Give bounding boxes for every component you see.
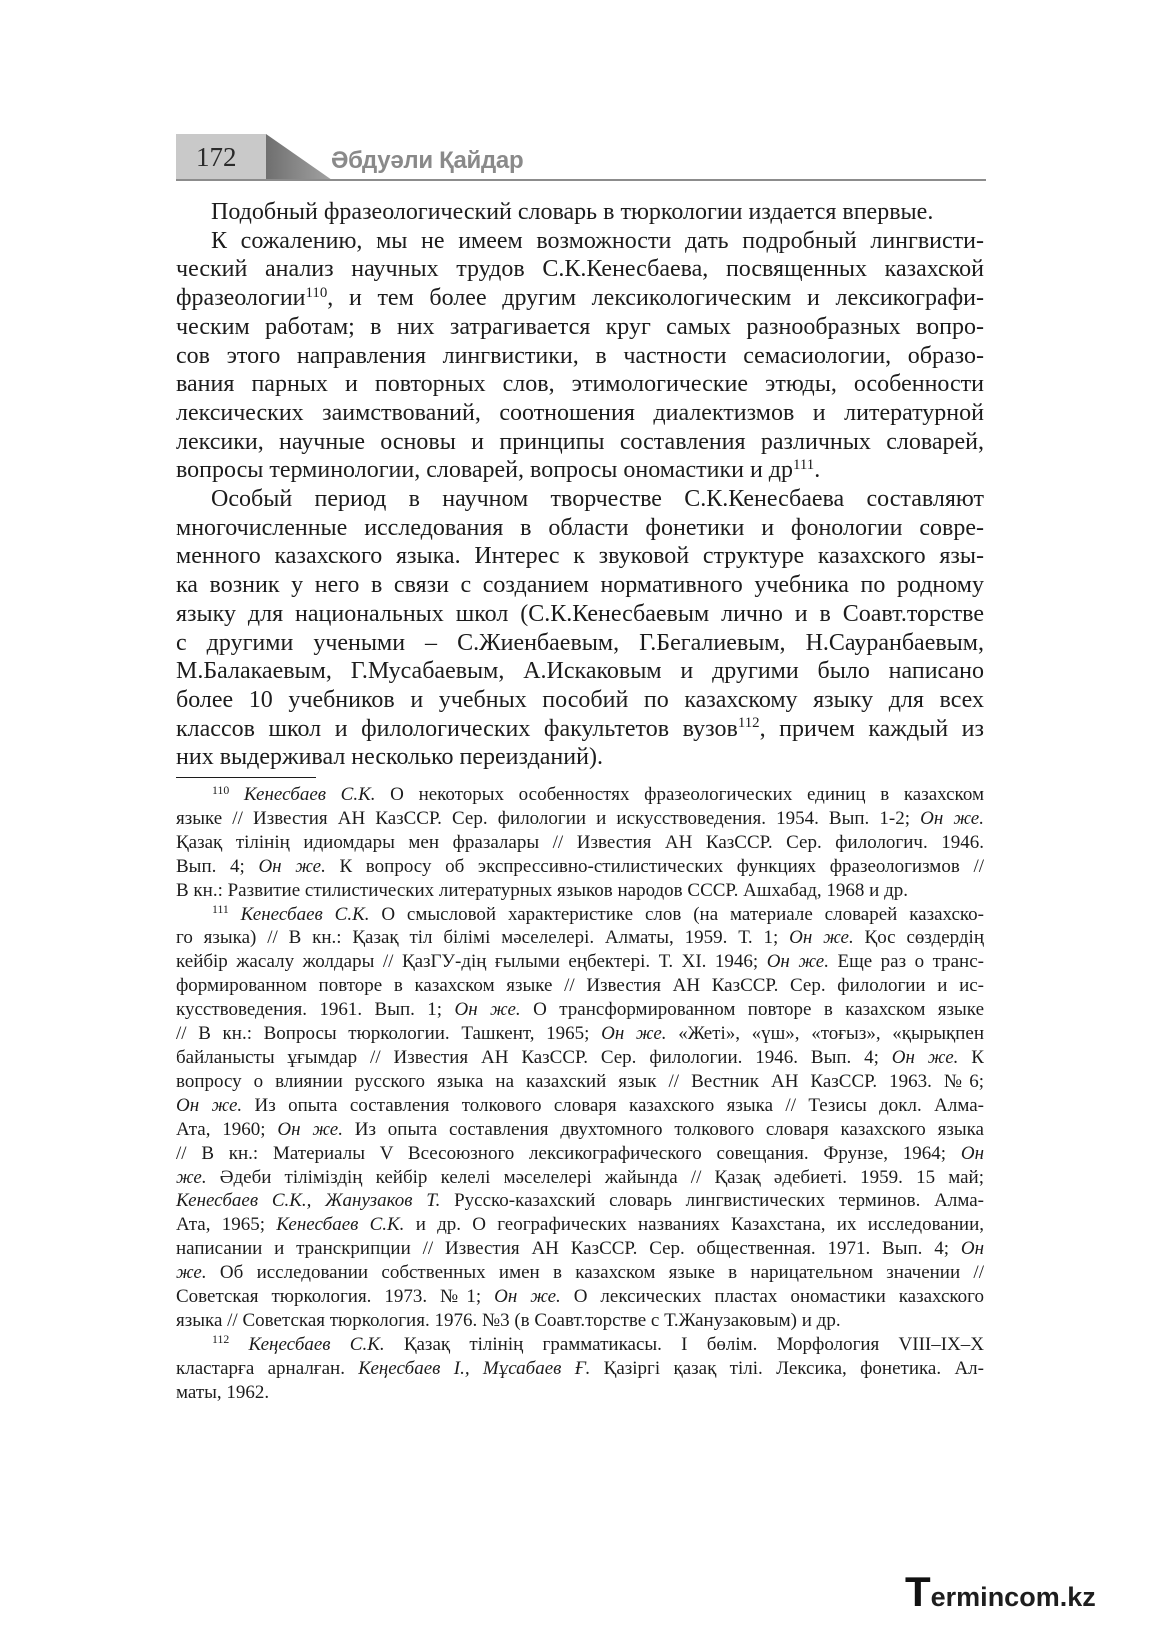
body-line	[176, 284, 984, 313]
footnote-line	[176, 1357, 984, 1381]
italic-text-segment: Он же.	[891, 1046, 959, 1068]
text-segment: Из опыта составления двухтомного толкового словаря казахского языка	[342, 1118, 984, 1140]
paragraph	[176, 227, 984, 485]
text-segment: В кн.: Развитие стилистических литературных языков народов СССР. Ашхабад, 1968 и др.	[176, 879, 909, 901]
text-segment: маты, 1962.	[176, 1381, 270, 1403]
footnote-line	[176, 1237, 984, 1261]
italic-text-segment: Кенесбаев С.К., Жанузаков Т.	[176, 1190, 441, 1212]
body-line	[176, 514, 984, 543]
text-segment: О лексических пластах ономастики казахского	[560, 1286, 985, 1308]
footnote-reference: 110	[305, 284, 328, 301]
footnote-line	[176, 1333, 984, 1357]
text-segment: // В кн.: Вопросы тюркологии. Ташкент, 1965;	[176, 1023, 602, 1045]
text-segment: .	[814, 457, 821, 484]
footnote-line	[176, 1189, 984, 1213]
italic-text-segment: Он же.	[176, 1094, 243, 1116]
italic-text-segment: Кенесбаев С.К.	[229, 784, 376, 805]
text-segment: вания парных и повторных слов, этимологические этюды, особенности	[176, 371, 984, 398]
running-title-author: Әбдуәли Қайдар	[331, 147, 524, 174]
footnote-line	[176, 1022, 984, 1046]
text-segment: кейбір жасалу жолдары // ҚазГУ-дің ғылыми еңбектері. Т. XI. 1946;	[176, 951, 767, 973]
footnotes	[176, 783, 984, 1405]
body-line	[176, 715, 984, 744]
text-segment: К вопросу об экспрессивно-стилистических функциях фразеологизмов //	[325, 855, 985, 877]
text-segment: // В кн.: Материалы V Всесоюзного лексикографического совещания. Фрунзе, 1964;	[176, 1142, 961, 1164]
italic-text-segment: Он же.	[766, 951, 829, 973]
text-segment: сов этого направления лингвистики, в частности семасиологии, образо-	[176, 342, 984, 369]
italic-text-segment: же.	[176, 1262, 207, 1284]
italic-text-segment: Он же.	[601, 1023, 667, 1045]
body-line	[176, 600, 984, 629]
footnote-line	[176, 1094, 984, 1118]
header-wedge-decoration	[266, 134, 332, 180]
italic-text-segment: Он	[960, 1142, 984, 1164]
text-segment: Советская тюркология. 1973. №1;	[176, 1286, 495, 1308]
footnote-line	[176, 807, 984, 831]
body-line	[176, 255, 984, 284]
main-text	[176, 198, 984, 772]
italic-text-segment: Кенесбаев С.К.	[276, 1214, 405, 1236]
footnote-line	[176, 903, 984, 927]
footnote-line	[176, 1142, 984, 1166]
text-segment: многочисленные исследования в области фонетики и фонологии совре-	[176, 514, 984, 541]
text-segment: О смысловой характеристике слов (на материале словарей казахско-	[369, 903, 984, 925]
text-segment: , причем каждый из	[759, 715, 984, 742]
text-segment: с другими учеными – С.Жиенбаевым, Г.Бегалиевым, Н.Сауранбаевым,	[176, 629, 984, 656]
text-segment: Қазақ тілінің грамматикасы. І бөлім. Морфология VIII–IX–X	[384, 1333, 984, 1355]
italic-text-segment: Кенесбаев С.К.	[228, 903, 370, 925]
footnote-line	[176, 1046, 984, 1070]
watermark-logo: Termincom.kz	[905, 1568, 1096, 1615]
paragraph	[176, 485, 984, 772]
footnote-line	[176, 1285, 984, 1309]
italic-text-segment: же.	[176, 1166, 207, 1188]
header-rule	[176, 179, 986, 181]
footnote-line	[176, 879, 984, 903]
footnote-line	[176, 974, 984, 998]
text-segment: Қос сөздердің	[853, 927, 985, 949]
text-segment: Из опыта составления толкового словаря казахского языка // Тезисы докл. Алма-	[242, 1094, 984, 1116]
text-segment: Әдеби тіліміздің кейбір келелі мәселелері жайында // Қазақ әдебиеті. 1959. 15 май;	[206, 1166, 984, 1188]
body-line	[176, 743, 984, 772]
text-segment: ческий анализ научных трудов С.К.Кенесбаева, посвященных казахской	[176, 256, 984, 283]
body-line	[176, 542, 984, 571]
text-segment: К	[958, 1046, 984, 1068]
footnote-line	[176, 950, 984, 974]
body-line	[176, 428, 984, 457]
text-segment: Ата, 1965;	[176, 1214, 277, 1236]
italic-text-segment: Кеңесбаев І., Мұсабаев Ғ.	[358, 1357, 591, 1379]
footnote-line	[176, 855, 984, 879]
text-segment: кусствоведения. 1961. Вып. 1;	[176, 999, 455, 1021]
footnote-line	[176, 1070, 984, 1094]
footnote-separator	[176, 777, 316, 778]
text-segment: К сожалению, мы не имеем возможности дать подробный лингвисти-	[211, 227, 984, 254]
text-segment: Особый период в научном творчестве С.К.Кенесбаева составляют	[211, 486, 984, 513]
text-segment: , и тем более другим лексикологическим и лексикографи-	[327, 285, 984, 312]
text-segment: лексики, научные основы и принципы составления различных словарей,	[176, 428, 984, 455]
footnote-line	[176, 831, 984, 855]
footnote-line	[176, 998, 984, 1022]
text-segment: фразеологии	[176, 285, 306, 312]
page-number-box	[176, 134, 266, 180]
text-segment: и др. О географических названиях Казахстана, их исследовании,	[404, 1214, 984, 1236]
paragraph	[176, 198, 984, 227]
text-segment: вопросы терминологии, словарей, вопросы ономастики и др	[176, 457, 794, 484]
footnote-reference: 112	[212, 1333, 230, 1347]
italic-text-segment: Он же.	[454, 999, 521, 1021]
text-segment: кластарға арналған.	[176, 1357, 359, 1379]
body-line	[176, 485, 984, 514]
body-line	[176, 571, 984, 600]
text-segment: О некоторых особенностях фразеологических единиц в казахском	[375, 784, 984, 805]
text-segment: Русско-казахский словарь лингвистических терминов. Алма-	[440, 1190, 984, 1212]
body-line	[176, 198, 984, 227]
body-line	[176, 686, 984, 715]
body-line	[176, 657, 984, 686]
footnote-line	[176, 1118, 984, 1142]
footnote-reference: 111	[793, 457, 815, 474]
text-segment: языке // Известия АН КазССР. Сер. филологии и искусствоведения. 1954. Вып. 1-2;	[176, 807, 921, 829]
body-line	[176, 629, 984, 658]
text-segment: ческим работам; в них затрагивается круг самых разнообразных вопро-	[176, 313, 984, 340]
footnote-line	[176, 926, 984, 950]
text-segment: Подобный фразеологический словарь в тюркологии издается впервые.	[211, 199, 934, 225]
text-segment: классов школ и филологических факультетов вузов	[176, 715, 738, 742]
text-segment: языка // Советская тюркология. 1976. №3 (в Соавт.торстве с Т.Жанузаковым) и др.	[176, 1309, 841, 1331]
footnote-reference: 110	[212, 783, 230, 797]
footnote-111	[176, 903, 984, 1333]
text-segment: О трансформированном повторе в казахском языке	[520, 999, 985, 1021]
text-segment: байланысты ұғымдар // Известия АН КазССР. Сер. филологии. 1946. Вып. 4;	[176, 1046, 892, 1068]
text-segment: Қазіргі қазақ тілі. Лексика, фонетика. Ал-	[590, 1357, 984, 1379]
text-segment: менного казахского языка. Интерес к звуковой структуре казахского язы-	[176, 543, 984, 570]
body-line	[176, 370, 984, 399]
footnote-line	[176, 1381, 984, 1405]
footnote-112	[176, 1333, 984, 1405]
page-number: 172	[196, 142, 237, 172]
italic-text-segment: Он же.	[789, 927, 854, 949]
italic-text-segment: Он же.	[258, 855, 326, 877]
italic-text-segment: Кеңесбаев С.К.	[229, 1333, 385, 1355]
text-segment: вопросу о влиянии русского языка на казахский язык // Вестник АН КазССР. 1963. №6;	[176, 1070, 984, 1092]
text-segment: М.Балакаевым, Г.Мусабаевым, А.Искаковым и другими было написано	[176, 658, 984, 685]
footnote-line	[176, 1213, 984, 1237]
text-segment: написании и транскрипции // Известия АН КазССР. Сер. общественная. 1971. Вып. 4;	[176, 1238, 961, 1260]
text-segment: них выдерживал несколько переизданий).	[176, 744, 603, 771]
italic-text-segment: Он же.	[494, 1286, 561, 1308]
body-line	[176, 227, 984, 256]
italic-text-segment: Он же.	[277, 1118, 343, 1140]
text-segment: Ата, 1960;	[176, 1118, 278, 1140]
footnote-line	[176, 1261, 984, 1285]
body-line	[176, 313, 984, 342]
footnote-reference: 111	[212, 903, 229, 917]
text-segment: лексических заимствований, соотношения диалектизмов и литературной	[176, 399, 984, 426]
text-segment: Об исследовании собственных имен в казахском языке в нарицательном значении //	[206, 1262, 984, 1284]
text-segment: языку для национальных школ (С.К.Кенесбаевым лично и в Соавт.торстве	[176, 600, 984, 627]
footnote-reference: 112	[737, 715, 760, 732]
text-segment: го языка) // В кн.: Қазақ тіл білімі мәселелері. Алматы, 1959. Т. 1;	[176, 927, 790, 949]
footnote-line	[176, 783, 984, 807]
text-segment: ка возник у него в связи с созданием нормативного учебника по родному	[176, 572, 984, 599]
text-segment: Вып. 4;	[176, 855, 259, 877]
text-segment: «Жеті», «үш», «тоғыз», «қырықпен	[666, 1023, 984, 1045]
text-segment: формированном повторе в казахском языке // Известия АН КазССР. Сер. филологии и ис-	[176, 975, 984, 997]
footnote-110	[176, 783, 984, 903]
text-segment: Қазақ тілінің идиомдары мен фразалары // Известия АН КазССР. Сер. филологич. 1946.	[176, 831, 984, 853]
italic-text-segment: Он	[960, 1238, 984, 1260]
body-line	[176, 342, 984, 371]
body-line	[176, 456, 984, 485]
footnote-line	[176, 1309, 984, 1333]
body-line	[176, 399, 984, 428]
footnote-line	[176, 1166, 984, 1190]
text-segment: более 10 учебников и учебных пособий по казахскому языку для всех	[176, 686, 984, 713]
italic-text-segment: Он же.	[920, 807, 984, 829]
text-segment: Еще раз о транс-	[828, 951, 984, 973]
